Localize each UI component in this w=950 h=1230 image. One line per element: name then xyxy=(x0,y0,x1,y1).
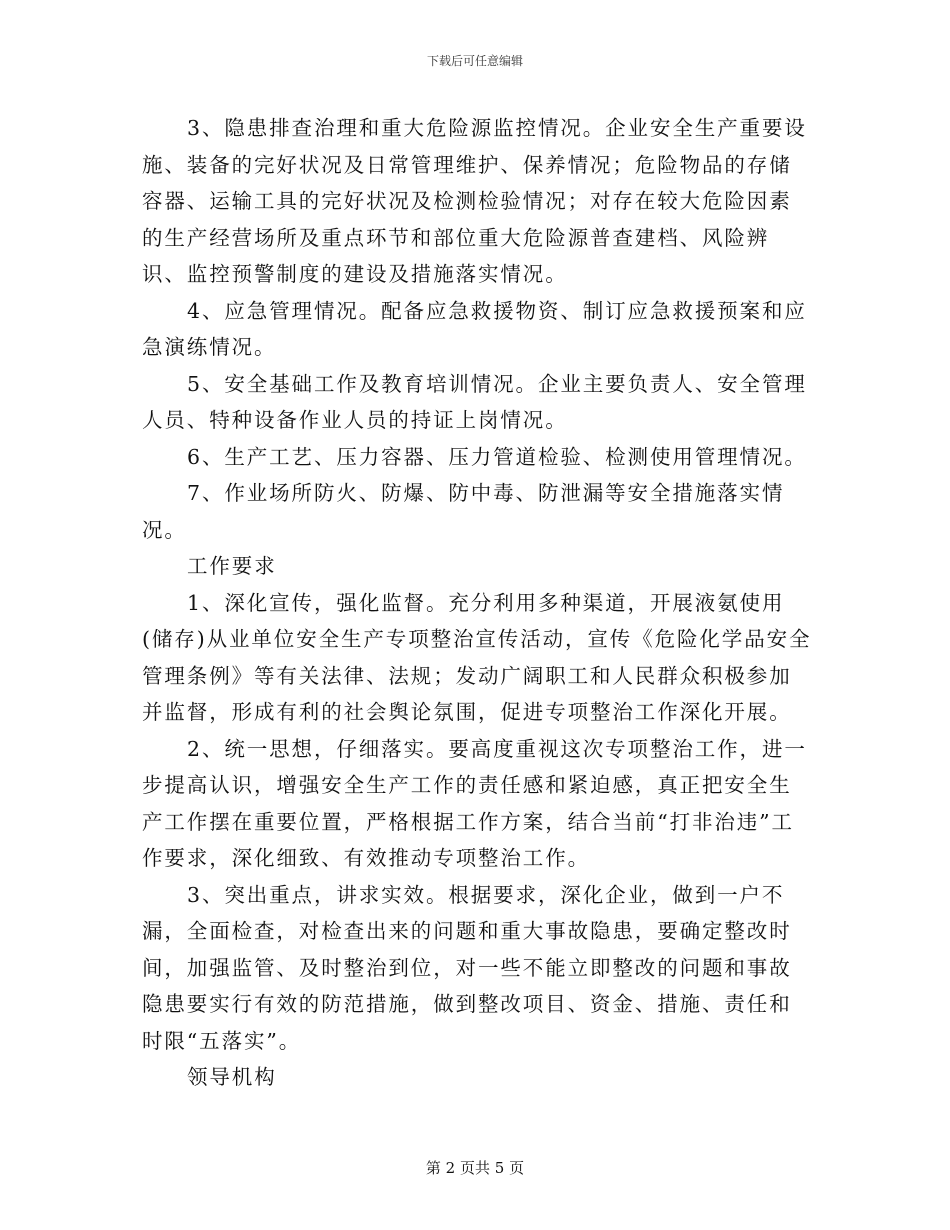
section-heading-work-requirements: 工作要求 xyxy=(187,554,277,578)
paragraph-hazard-inspection: 3、隐患排查治理和重大危险源监控情况。企业安全生产重要设施、装备的完好状况及日常管理维护、保养情况；危险物品的存储容器、运输工具的完好状况及检测检验情况；对存在较大危险因素的生产经营场所及重点环节和部位重大危险源普查建档、风险辨识、监控预警制度的建设及措施落实情况。 xyxy=(142,116,807,286)
paragraph-publicity: 1、深化宣传，强化监督。充分利用多种渠道，开展液氨使用(储存)从业单位安全生产专项整治宣传活动，宣传《危险化学品安全管理条例》等有关法律、法规；发动广阔职工和人民群众积极参加并监督，形成有利的社会舆论氛围，促进专项整治工作深化开展。 xyxy=(142,590,812,724)
paragraph-emergency-management: 4、应急管理情况。配备应急救援物资、制订应急救援预案和应急演练情况。 xyxy=(142,298,807,359)
paragraph-pressure-equipment: 6、生产工艺、压力容器、压力管道检验、检测使用管理情况。 xyxy=(187,444,807,469)
paragraph-workplace-safety: 7、作业场所防火、防爆、防中毒、防泄漏等安全措施落实情况。 xyxy=(142,481,785,542)
paragraph-key-points: 3、突出重点，讲求实效。根据要求，深化企业，做到一户不漏，全面检查，对检查出来的问题和重大事故隐患，要确定整改时间，加强监管、及时整治到位，对一些不能立即整改的问题和事故隐患要实行有效的防范措施，做到整改项目、资金、措施、责任和时限“五落实”。 xyxy=(142,882,792,1053)
section-heading-leadership: 领导机构 xyxy=(187,1065,277,1089)
paragraph-implementation: 2、统一思想，仔细落实。要高度重视这次专项整治工作，进一步提高认识，增强安全生产工作的责任感和紧迫感，真正把安全生产工作摆在重要位置，严格根据工作方案，结合当前“打非治违”工作要求，深化细致、有效推动专项整治工作。 xyxy=(142,736,807,870)
page-number-footer: 第 2 页共 5 页 xyxy=(425,1159,525,1177)
document-body xyxy=(142,110,812,1096)
page-header: 下载后可任意编辑 xyxy=(426,54,523,68)
paragraph-safety-training: 5、安全基础工作及教育培训情况。企业主要负责人、安全管理人员、特种设备作业人员的持证上岗情况。 xyxy=(142,371,807,432)
